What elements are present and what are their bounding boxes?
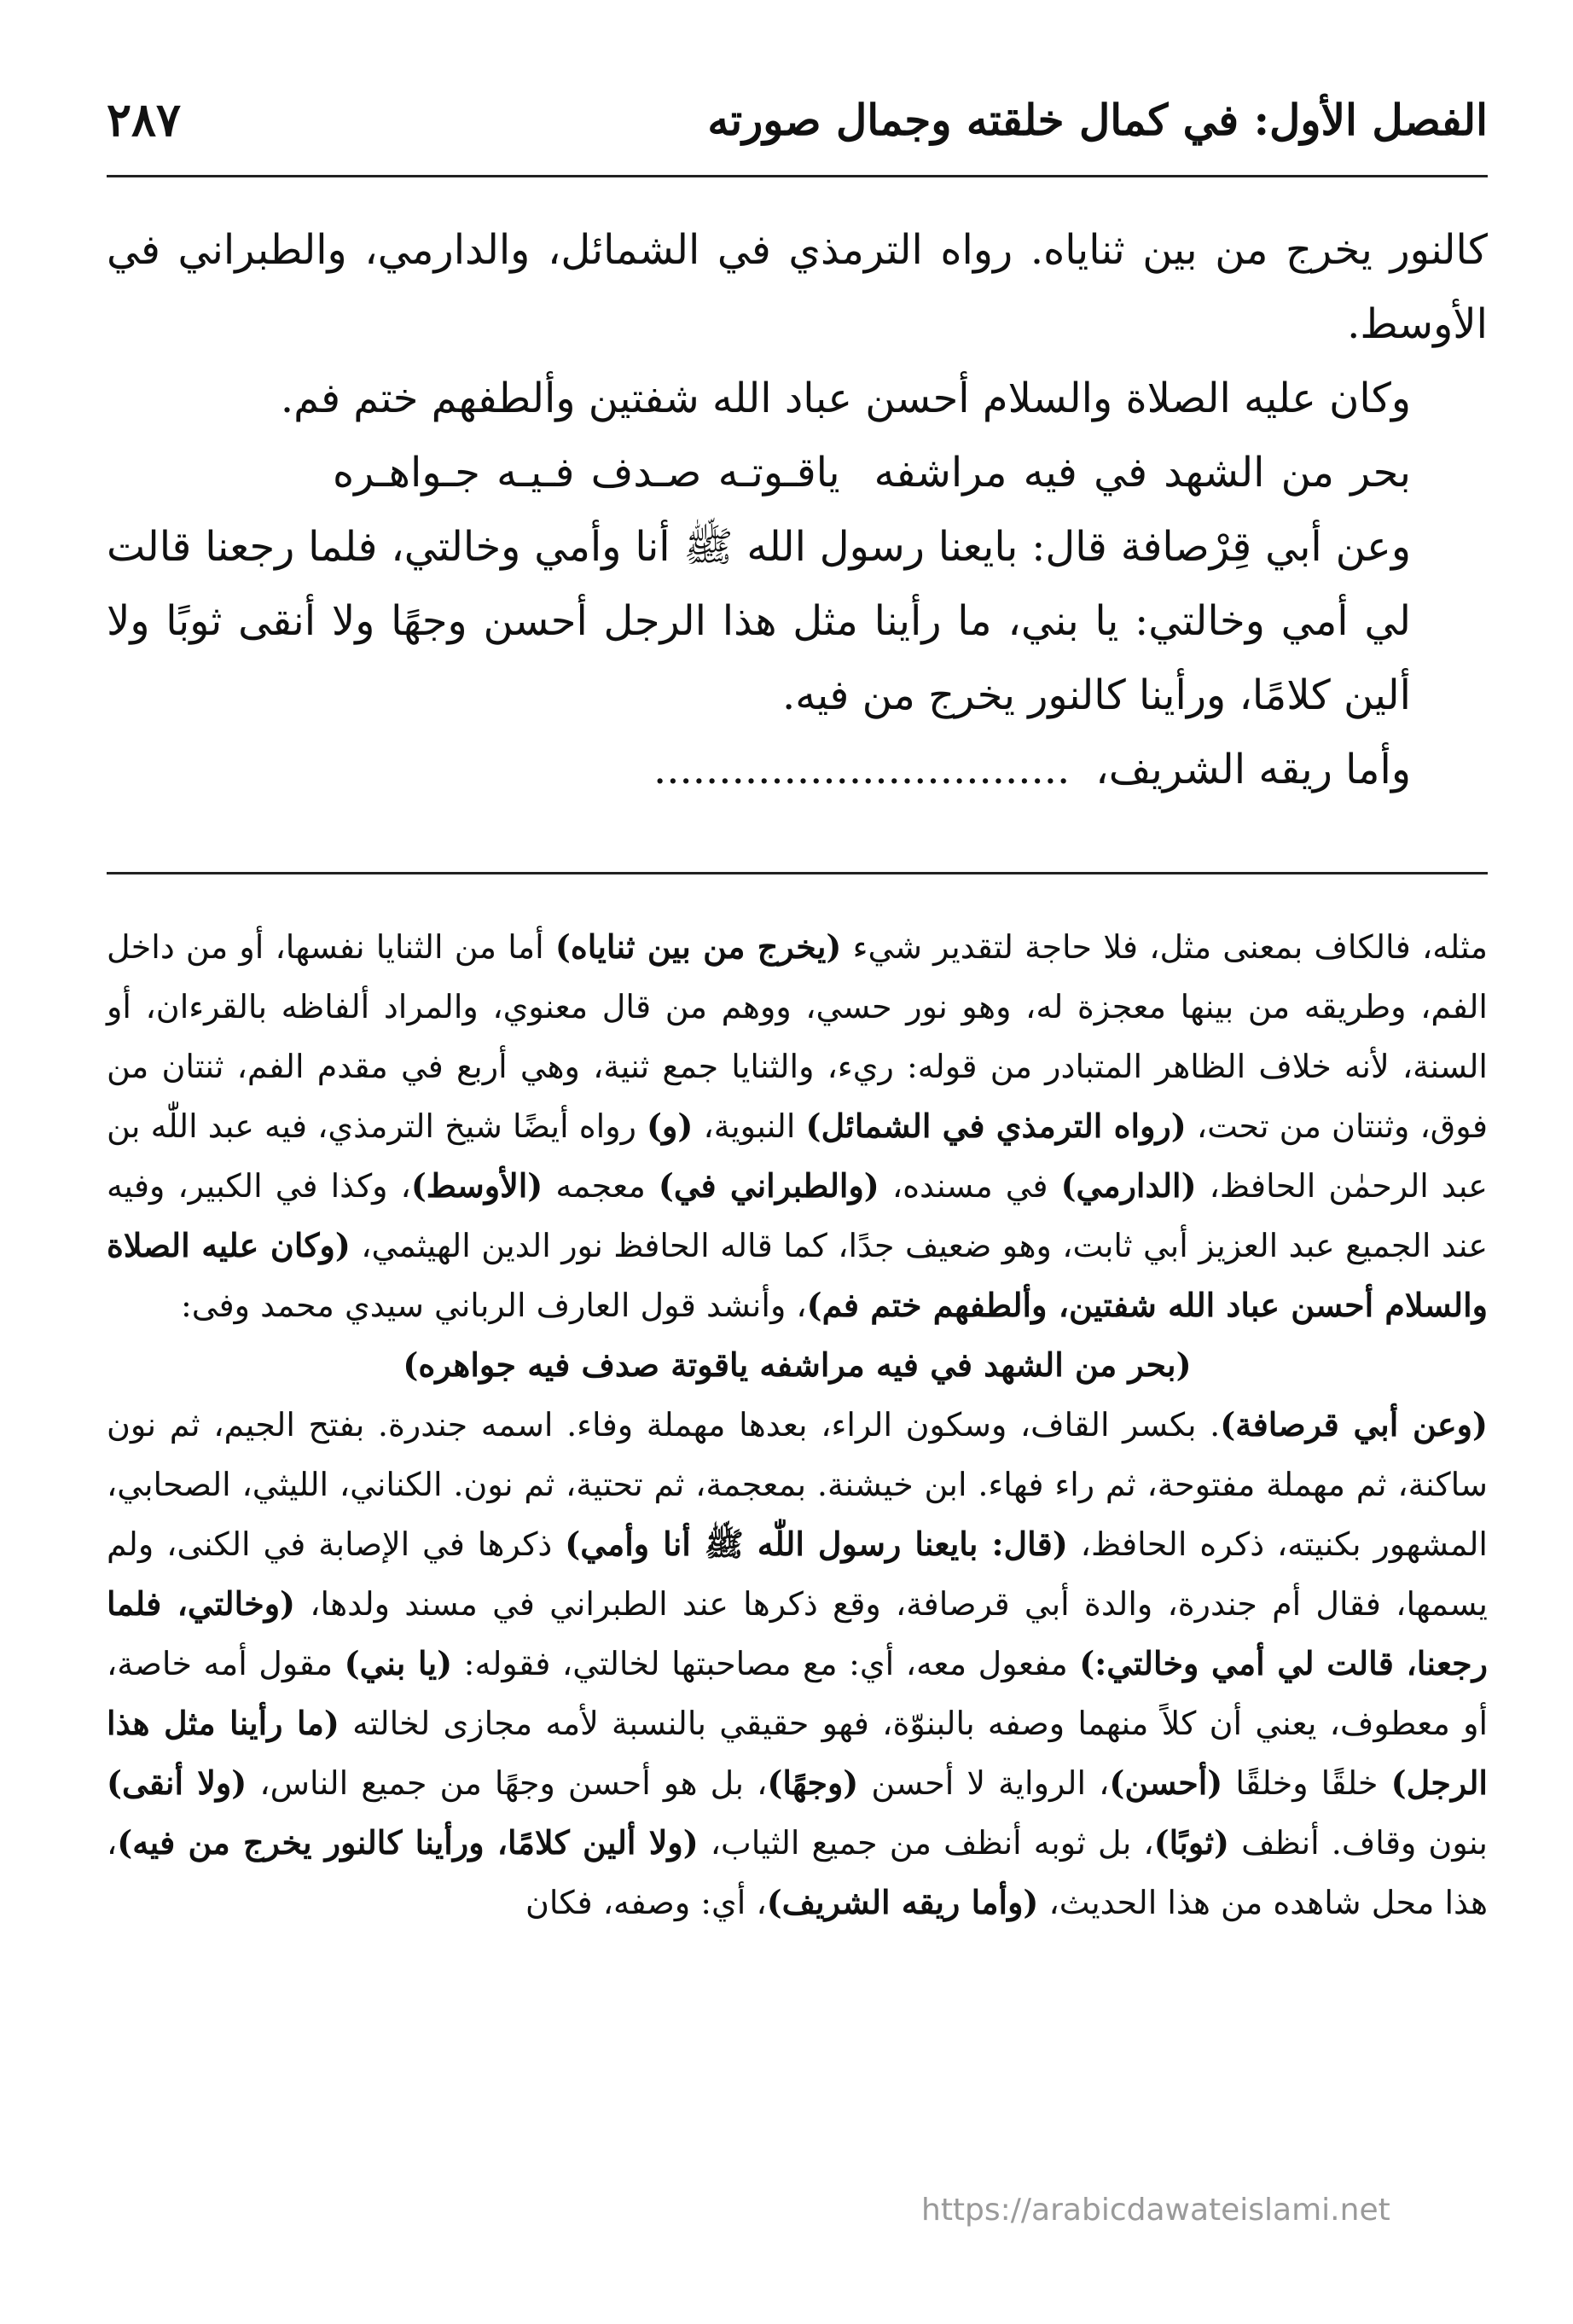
commentary-text-span: أما من الثنايا نفسها، أو من داخل الفم، وطريقه من بينها معجزة له، وهو نور حسي، ووهم من قال معنوي، والمراد ألفاظه بالقرءان، أو السنة، لأنه خلاف الظاهر المتبادر من قوله: ريء، والثنايا جمع ثنية، وهي أربع في مقدم الفم، ثنتان من فوق، وثنتان من تحت، — [107, 928, 1489, 1145]
quoted-matn: (وخالتي، فلما رجعنا، قالت لي أمي وخالتي:) — [107, 1584, 1489, 1682]
quoted-matn: (ولا أنقى) — [107, 1763, 247, 1802]
quoted-matn: (يخرج من بين ثناياه) — [554, 927, 842, 966]
main-paragraph: وعن أبي قِرْصافة قال: بايعنا رسول الله ﷺ أنا وأمي وخالتي، فلما رجعنا قالت لي أمي وخالتي: يا بني، ما رأينا مثل هذا الرجل أحسن وجهًا ولا أنقى ثوبًا ولا ألين كلامًا، ورأينا كالنور يخرج من فيه. — [107, 523, 1412, 719]
commentary-text-span: ، أي: وصفه، فكان — [525, 1884, 767, 1921]
quoted-matn: (يا بني) — [344, 1644, 453, 1682]
quoted-matn: (قال: بايعنا رسول اللّٰه ﷺ أنا وأمي) — [565, 1525, 1068, 1563]
commentary-text-span: ، بل هو أحسن وجهًا من جميع الناس، — [247, 1764, 768, 1802]
commentary-text-span: معجمه — [543, 1167, 659, 1205]
poem-verse — [107, 436, 1488, 510]
chapter-title: الفصل الأول: في كمال خلقته وجمال صورته — [707, 94, 1488, 145]
quoted-matn: (وعن أبي قرصافة) — [1220, 1405, 1488, 1444]
quoted-matn: (وكان عليه الصلاة والسلام أحسن عباد الله شفتين، وألطفهم ختم فم) — [107, 1226, 1488, 1324]
commentary-text-span: ذكرها في الإصابة في الكنى، ولم يسمها، فقال أم جندرة، والدة أبي قرصافة، وقع ذكرها عند الطبراني في مسند ولدها، — [107, 1525, 1488, 1623]
commentary-text-span: ، وكذا في الكبير، وفيه عند الجميع عبد العزيز أبي ثابت، وهو ضعيف جدًا، كما قاله الحافظ نور الدين الهيثمي، — [107, 1167, 1488, 1264]
source-watermark: https://arabicdawateislami.net — [921, 2193, 1390, 2228]
commentary-verse: (بحر من الشهد في فيه مراشفه ياقوتة صدف فيه جواهره) — [403, 1345, 1192, 1384]
quoted-matn: (رواه الترمذي في الشمائل) — [805, 1107, 1187, 1145]
verse-hemistich-second: ياقـوتـه صـدف فـيـه جـواهـره — [332, 449, 840, 497]
main-paragraph — [107, 733, 1488, 807]
main-text — [107, 213, 1488, 807]
quoted-matn: (الأوسط) — [410, 1166, 543, 1205]
main-paragraph: وكان عليه الصلاة والسلام أحسن عباد الله شفتين وألطفهم ختم فم. — [280, 375, 1411, 422]
commentary-text-span: ، وأنشد قول العارف الرباني سيدي محمد وفى: — [181, 1287, 807, 1324]
quoted-matn: (وجهًا) — [767, 1763, 859, 1802]
commentary-text-span: مقول أمه خاصة، أو معطوف، يعني أن كلاً منهما وصفه بالبنوّة، فهو حقيقي بالنسبة لأمه مجازى لخالته — [107, 1645, 1489, 1742]
quoted-matn: (أحسن) — [1109, 1763, 1223, 1802]
header-rule — [107, 175, 1488, 177]
commentary-text-span: مفعول معه، أي: مع مصاحبتها لخالتي، فقوله: — [452, 1645, 1080, 1682]
commentary-text-span: . بكسر القاف، وسكون الراء، بعدها مهملة وفاء. اسمه جندرة. بفتح الجيم، ثم نون ساكنة، ثم مهملة مفتوحة، ثم راء فهاء. ابن خيشنة. بمعجمة، ثم تحتية، ثم نون. الكناني، الليثي، الصحابي، المشهور بكنيته، ذكره الحافظ، — [107, 1406, 1488, 1563]
commentary-text-span: ، هذا محل شاهده من هذا الحديث، — [107, 1824, 1488, 1921]
commentary-text-span: ، بل ثوبه أنظف من جميع الثياب، — [698, 1824, 1154, 1862]
main-paragraph-text: وأما ريقه الشريف، — [1095, 746, 1411, 793]
quoted-matn: (ما رأينا مثل هذا الرجل) — [107, 1704, 1488, 1802]
commentary-text-span: في مسنده، — [879, 1167, 1061, 1205]
commentary-paragraph — [107, 917, 1488, 1335]
verse-hemistich-first: بحر من الشهد في فيه مراشفه — [874, 449, 1411, 497]
quoted-matn: (وأما ريقه الشريف) — [766, 1883, 1039, 1921]
page-header — [107, 85, 1488, 154]
commentary-text-span: ، الرواية لا أحسن — [858, 1764, 1110, 1802]
quoted-matn: (ولا ألين كلامًا، ورأينا كالنور يخرج من فيه) — [117, 1823, 699, 1862]
commentary-text-span: رواه أيضًا شيخ الترمذي، فيه عبد اللّٰه بن عبد الرحمٰن الحافظ، — [107, 1107, 1488, 1205]
commentary-text-span: بنون وقاف. أنظف — [1229, 1824, 1488, 1862]
quoted-matn: (و) — [647, 1107, 694, 1145]
main-paragraph: كالنور يخرج من بين ثناياه. رواه الترمذي في الشمائل، والدارمي، والطبراني في الأوسط. — [107, 226, 1489, 348]
commentary-text-span: النبوية، — [693, 1107, 806, 1145]
commentary-text-span: خلقًا وخلقًا — [1222, 1764, 1391, 1802]
quoted-matn: (الدارمي) — [1060, 1166, 1197, 1205]
footnote-rule — [107, 872, 1488, 874]
quoted-matn: (ثوبًا) — [1153, 1823, 1230, 1862]
page-number: ٢٨٧ — [107, 92, 182, 147]
quoted-matn: (والطبراني في) — [658, 1166, 879, 1205]
ellipsis-dots: ................................ — [653, 746, 1071, 793]
commentary-text-span: مثله، فالكاف بمعنى مثل، فلا حاجة لتقدير شيء — [841, 928, 1488, 966]
commentary-text — [107, 917, 1488, 1932]
commentary-paragraph — [107, 1395, 1488, 1932]
